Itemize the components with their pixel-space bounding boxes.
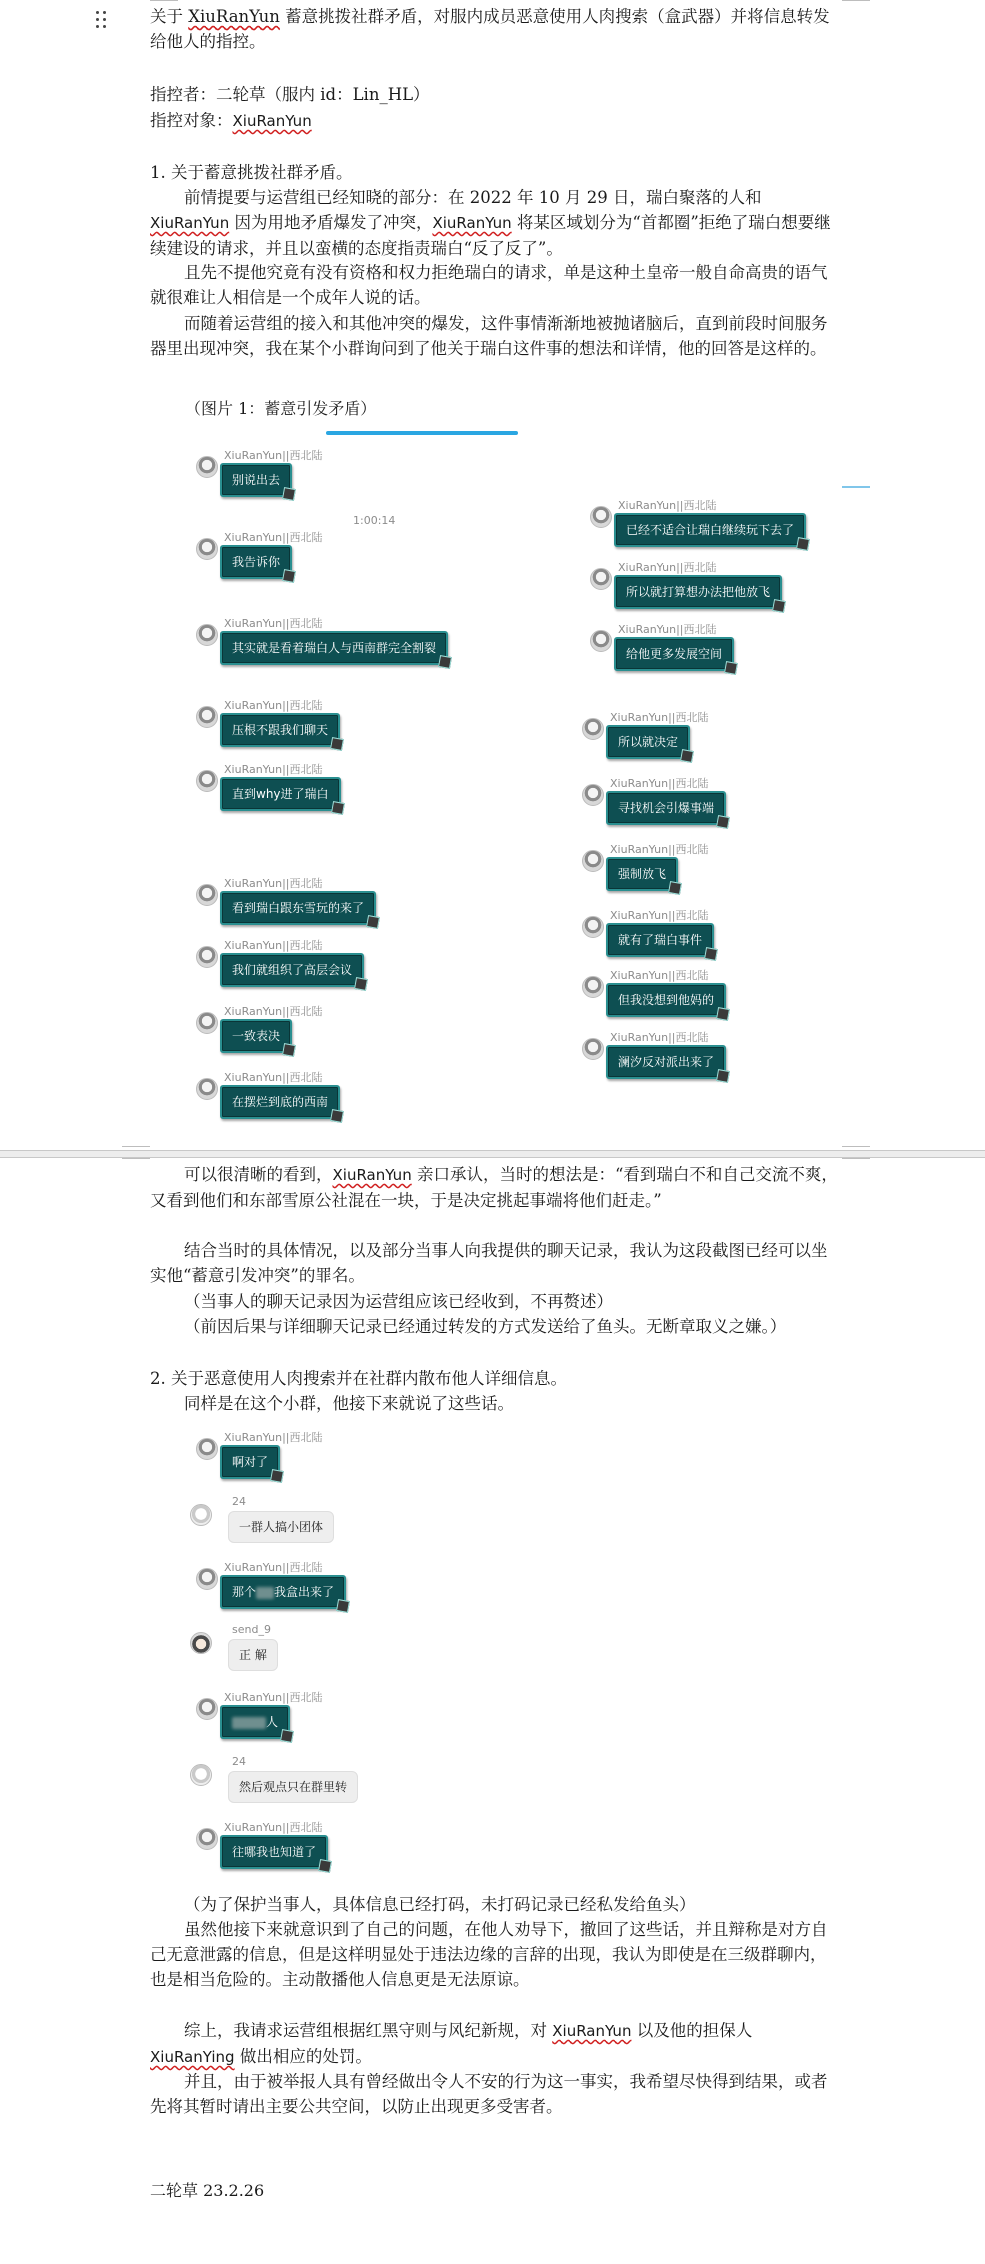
message-bubble: 已经不适合让瑞白继续玩下去了 — [614, 513, 806, 547]
avatar — [190, 1504, 212, 1526]
avatar — [582, 1038, 604, 1060]
sender-name: XiuRanYun||西北陆 — [224, 763, 323, 776]
avatar — [196, 706, 218, 728]
avatar — [196, 770, 218, 792]
avatar — [590, 630, 612, 652]
avatar — [590, 506, 612, 528]
avatar — [196, 624, 218, 646]
message-bubble: 寻找机会引爆事端 — [606, 791, 726, 825]
page-corner-mark — [842, 0, 870, 1]
note-line: （当事人的聊天记录因为运营组应该已经收到，不再赘述） — [184, 1292, 613, 1311]
target-line: 指控对象：XiuRanYun — [150, 111, 312, 130]
message-bubble: 一群人搞小团体 — [228, 1511, 334, 1543]
sender-name: XiuRanYun||西北陆 — [224, 531, 323, 544]
sender-name: XiuRanYun||西北陆 — [610, 711, 709, 724]
avatar — [190, 1632, 212, 1654]
avatar — [196, 884, 218, 906]
sender-name: send_9 — [232, 1623, 271, 1636]
section-1-heading: 1. 关于蓄意挑拨社群矛盾。 — [150, 163, 353, 182]
avatar — [196, 1828, 218, 1850]
figure-caption: （图片 1：蓄意引发矛盾） — [185, 399, 377, 418]
message-bubble: 一致表决 — [220, 1019, 292, 1053]
page-corner-mark — [842, 1158, 870, 1159]
sender-name: XiuRanYun||西北陆 — [224, 1691, 323, 1704]
avatar — [582, 976, 604, 998]
message-bubble: 在摆烂到底的西南 — [220, 1085, 340, 1119]
avatar — [582, 850, 604, 872]
signature-line: 二轮草 23.2.26 — [150, 2181, 265, 2200]
document-title: 关于 XiuRanYun 蓄意挑拨社群矛盾，对服内成员恶意使用人肉搜索（盒武器）并将信息转发给他人的指控。 — [150, 7, 830, 51]
chat-timestamp: 1:00:14 — [353, 514, 396, 527]
drag-handle-icon[interactable] — [96, 10, 110, 30]
sender-name: XiuRanYun||西北陆 — [610, 1031, 709, 1044]
message-bubble: 澜汐反对派出来了 — [606, 1045, 726, 1079]
message-bubble: 直到why进了瑞白 — [220, 777, 341, 811]
sender-name: XiuRanYun||西北陆 — [224, 877, 323, 890]
avatar — [582, 718, 604, 740]
accuser-line: 指控者：二轮草（服内 id：Lin_HL） — [150, 85, 430, 104]
sender-name: XiuRanYun||西北陆 — [618, 499, 717, 512]
message-bubble: 其实就是看着瑞白人与西南群完全割裂 — [220, 631, 448, 665]
message-bubble: 强制放飞 — [606, 857, 678, 891]
avatar — [196, 1438, 218, 1460]
sender-name: XiuRanYun||西北陆 — [224, 1561, 323, 1574]
avatar — [190, 1764, 212, 1786]
sender-name: XiuRanYun||西北陆 — [224, 1071, 323, 1084]
sender-name: XiuRanYun||西北陆 — [610, 843, 709, 856]
avatar — [196, 1078, 218, 1100]
sender-name: XiuRanYun||西北陆 — [618, 623, 717, 636]
message-bubble: 我告诉你 — [220, 545, 292, 579]
page-corner-mark — [122, 1146, 150, 1147]
avatar — [196, 1568, 218, 1590]
avatar — [590, 568, 612, 590]
avatar — [196, 1012, 218, 1034]
sender-name: XiuRanYun||西北陆 — [610, 909, 709, 922]
message-bubble: 正 解 — [228, 1639, 278, 1671]
message-bubble: 人 — [220, 1705, 290, 1739]
avatar — [582, 916, 604, 938]
message-bubble: 别说出去 — [220, 463, 292, 497]
page-break — [0, 1150, 985, 1158]
selection-highlight — [326, 431, 518, 435]
sender-name: XiuRanYun||西北陆 — [224, 1431, 323, 1444]
note-line: （前因后果与详细聊天记录已经通过转发的方式发送给了鱼头。无断章取义之嫌。） — [184, 1317, 787, 1336]
final-paragraph: 并且，由于被举报人具有曾经做出令人不安的行为这一事实，我希望尽快得到结果，或者先将其暂时请出主要公共空间，以防止出现更多受害者。 — [150, 2072, 828, 2116]
message-bubble: 我们就组织了高层会议 — [220, 953, 364, 987]
message-bubble: 压根不跟我们聊天 — [220, 713, 340, 747]
avatar — [582, 784, 604, 806]
section-1-paragraph-3: 而随着运营组的接入和其他冲突的爆发，这件事情渐渐地被抛诸脑后，直到前段时间服务器里出现冲突，我在某个小群询问到了他关于瑞白这件事的想法和详情，他的回答是这样的。 — [150, 314, 828, 358]
sender-name: XiuRanYun||西北陆 — [224, 699, 323, 712]
section-1-paragraph-2: 且先不提他究竟有没有资格和权力拒绝瑞白的请求，单是这种土皇帝一般自命高贵的语气就很难让人相信是一个成年人说的话。 — [150, 263, 828, 307]
message-bubble: 啊对了 — [220, 1445, 280, 1479]
redaction-blur — [256, 1587, 274, 1599]
avatar — [196, 456, 218, 478]
sender-name: XiuRanYun||西北陆 — [610, 777, 709, 790]
message-bubble: 看到瑞白跟东雪玩的来了 — [220, 891, 376, 925]
section-2-paragraph: 虽然他接下来就意识到了自己的问题，在他人劝导下，撤回了这些话，并且辩称是对方自己无意泄露的信息，但是这样明显处于违法边缘的言辞的出现，我认为即使是在三级群聊内，也是相当危险的。主动散播他人信息更是无法原谅。 — [150, 1920, 828, 1989]
message-bubble: 所以就决定 — [606, 725, 690, 759]
sender-name: 24 — [232, 1495, 246, 1508]
conclusion-paragraph: 综上，我请求运营组根据红黑守则与风纪新规，对 XiuRanYun 以及他的担保人 XiuRanYing 做出相应的处罚。 — [150, 2021, 753, 2066]
message-bubble: 往哪我也知道了 — [220, 1835, 328, 1869]
message-bubble: 就有了瑞白事件 — [606, 923, 714, 957]
analysis-paragraph-1: 可以很清晰的看到，XiuRanYun 亲口承认，当时的想法是：“看到瑞白不和自己交流不爽，又看到他们和东部雪原公社混在一块，于是决定挑起事端将他们赶走。” — [150, 1165, 838, 1210]
section-2-heading: 2. 关于恶意使用人肉搜索并在社群内散布他人详细信息。 — [150, 1369, 567, 1388]
message-bubble: 所以就打算想办法把他放飞 — [614, 575, 782, 609]
page-corner-mark — [842, 1146, 870, 1147]
sender-name: XiuRanYun||西北陆 — [618, 561, 717, 574]
note-line: （为了保护当事人，具体信息已经打码，未打码记录已经私发给鱼头） — [184, 1895, 696, 1914]
selection-marker — [842, 486, 870, 488]
avatar — [196, 946, 218, 968]
sender-name: 24 — [232, 1755, 246, 1768]
sender-name: XiuRanYun||西北陆 — [224, 1005, 323, 1018]
avatar — [196, 1698, 218, 1720]
section-2-intro: 同样是在这个小群，他接下来就说了这些话。 — [184, 1394, 514, 1413]
section-1-paragraph-1: 前情提要与运营组已经知晓的部分：在 2022 年 10 月 29 日，瑞白聚落的人和 XiuRanYun 因为用地矛盾爆发了冲突，XiuRanYun 将某区域划分为“首都圈”拒绝了瑞白想要继续建设的请求，并且以蛮横的态度指责瑞白“反了反了”。 — [150, 188, 831, 258]
page-corner-mark — [150, 0, 178, 1]
message-bubble: 但我没想到他妈的 — [606, 983, 726, 1017]
sender-name: XiuRanYun||西北陆 — [610, 969, 709, 982]
sender-name: XiuRanYun||西北陆 — [224, 449, 323, 462]
redaction-blur — [232, 1717, 266, 1729]
message-bubble: 给他更多发展空间 — [614, 637, 734, 671]
avatar — [196, 538, 218, 560]
page-corner-mark — [122, 1158, 150, 1159]
analysis-paragraph-2: 结合当时的具体情况，以及部分当事人向我提供的聊天记录，我认为这段截图已经可以坐实他“蓄意引发冲突”的罪名。 — [150, 1241, 828, 1285]
sender-name: XiuRanYun||西北陆 — [224, 1821, 323, 1834]
document-page-2 — [0, 1158, 985, 2264]
message-bubble: 然后观点只在群里转 — [228, 1771, 358, 1803]
sender-name: XiuRanYun||西北陆 — [224, 617, 323, 630]
sender-name: XiuRanYun||西北陆 — [224, 939, 323, 952]
message-bubble: 那个 我盒出来了 — [220, 1575, 346, 1609]
